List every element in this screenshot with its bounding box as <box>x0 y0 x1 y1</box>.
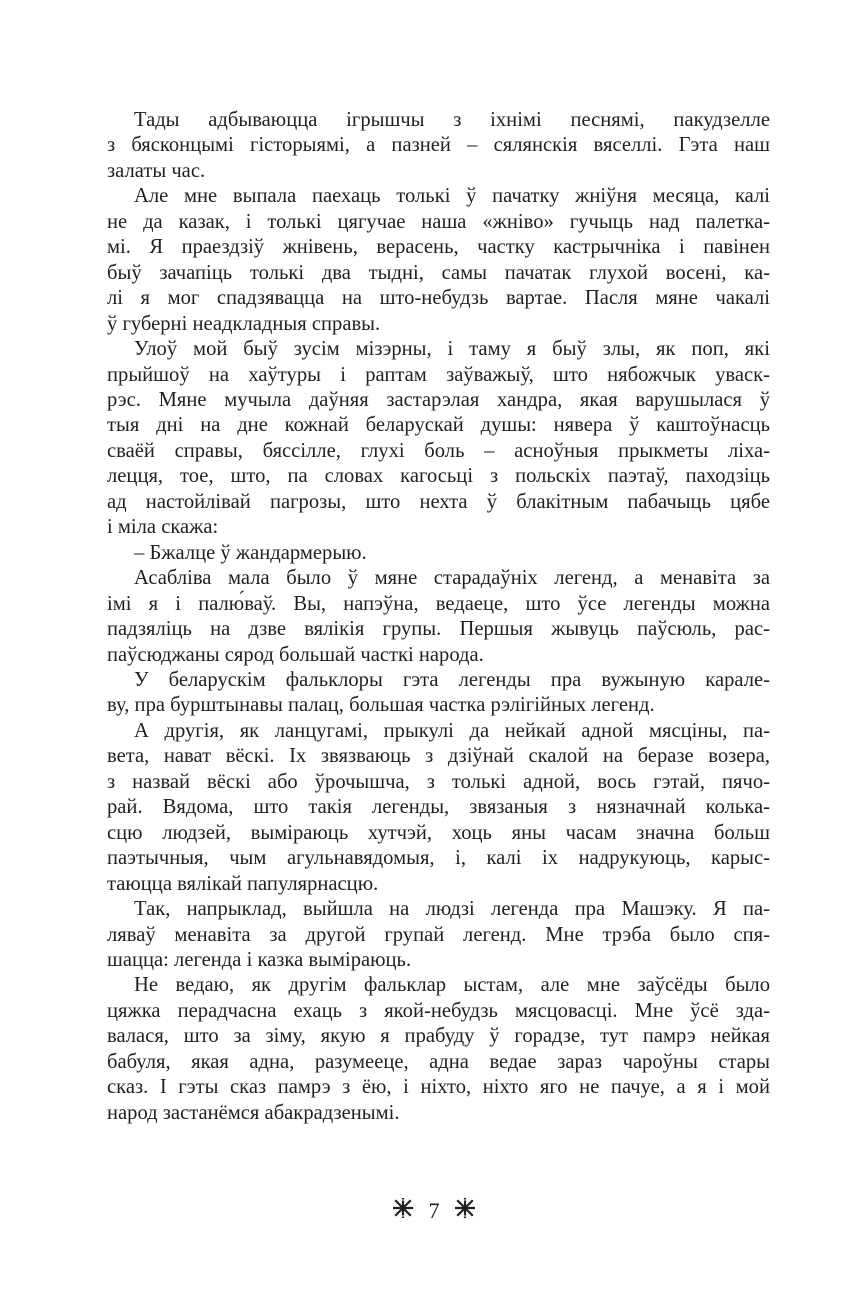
text-line: мі. Я праездзіў жнівень, верасень, частку кастрычніка і павінен <box>107 236 770 259</box>
text-line: паэтычныя, чым агульнавядомыя, і, калі іх надрукуюць, карыс- <box>107 847 770 870</box>
text-line: бабуля, якая адна, разумееце, адна ведае зараз чароўны стары <box>107 1050 770 1073</box>
page-footer <box>0 1196 868 1224</box>
text-line: народ застанёмся абакрадзенымі. <box>107 1101 400 1124</box>
paragraph <box>107 719 770 897</box>
text-line: цяжка перадчасна ехаць з якой-небудзь мясцовасці. Мне ўсё зда- <box>107 999 770 1022</box>
text-line: лі я мог спадзявацца на што-небудзь вартае. Пасля мяне чакалі <box>107 287 770 310</box>
paragraph <box>107 897 770 973</box>
paragraph <box>107 184 770 337</box>
text-line: быў зачапіць толькі два тыдні, самы пачатак глухой восені, ка- <box>107 261 770 284</box>
text-line: Так, напрыклад, выйшла на людзі легенда пра Машэку. Я па- <box>134 898 770 921</box>
text-line: імі я і палю́ваў. Вы, напэўна, ведаеце, што ўсе легенды можна <box>107 592 770 615</box>
text-line: ляваў менавіта за другой групай легенд. Мне трэба было спя- <box>107 923 770 946</box>
paragraph <box>107 541 770 566</box>
text-line: У беларускім фальклоры гэта легенды пра вужыную карале- <box>134 668 770 691</box>
text-line: прыйшоў на хаўтуры і раптам заўважыў, што нябожчык уваск- <box>107 363 770 386</box>
text-line: рай. Вядома, што такія легенды, звязаныя з нязначнай колька- <box>107 796 770 819</box>
page-number: 7 <box>428 1197 440 1223</box>
text-line: тыя дні на дне кожнай беларускай душы: нявера ў каштоўнасць <box>107 414 770 437</box>
text-line: таюцца вялікай папулярнасцю. <box>107 872 379 895</box>
paragraph <box>107 973 770 1126</box>
text-line: Асабліва мала было ў мяне старадаўніх легенд, а менавіта за <box>134 567 770 590</box>
ornament-icon <box>455 1198 475 1224</box>
page-body <box>107 108 770 1126</box>
text-line: лецця, тое, што, па словах кагосьці з польскіх паэтаў, паходзіць <box>107 465 770 488</box>
text-line: Улоў мой быў зусім мізэрны, і таму я быў злы, як поп, які <box>134 338 770 361</box>
text-line: падзяліць на дзве вялікія групы. Першыя жывуць паўсюль, рас- <box>107 618 770 641</box>
text-line: і міла скажа: <box>107 516 219 539</box>
paragraph <box>107 337 770 541</box>
paragraph <box>107 566 770 668</box>
text-line: паўсюджаны сярод большай часткі народа. <box>107 643 484 666</box>
text-line: валася, што за зіму, якую я прабуду ў горадзе, тут памрэ нейкая <box>107 1025 770 1048</box>
text-line: сваёй справы, бяссілле, глухі боль – асноўныя прыкметы ліха- <box>107 439 770 462</box>
text-line: з назвай вёскі або ўрочышча, з толькі адной, вось гэтай, пячо- <box>107 770 770 793</box>
text-line: шацца: легенда і казка выміраюць. <box>107 948 412 971</box>
text-line: сцю людзей, выміраюць хутчэй, хоць яны часам значна больш <box>107 821 770 844</box>
text-line: не да казак, і толькі цягучае наша «жніво» гучыць над палетка- <box>107 210 770 233</box>
text-line: ад настойлівай пагрозы, што нехта ў блакітным пабачыць цябе <box>107 490 770 513</box>
text-line: рэс. Мяне мучыла даўняя застарэлая хандра, якая варушылася ў <box>107 388 770 411</box>
text-line: залаты час. <box>107 159 206 182</box>
text-line: сказ. І гэты сказ памрэ з ёю, і ніхто, ніхто яго не пачуе, а я і мой <box>107 1076 770 1099</box>
text-line: з бясконцымі гісторыямі, а пазней – сялянскія вяселлі. Гэта наш <box>107 134 770 157</box>
text-line: А другія, як ланцугамі, прыкулі да нейкай адной мясціны, па- <box>134 719 770 742</box>
text-line: вета, нават вёскі. Іх звязваюць з дзіўнай скалой на беразе возера, <box>107 745 770 768</box>
text-line: ву, пра бурштынавы палац, большая частка рэлігійных легенд. <box>107 694 655 717</box>
paragraph <box>107 668 770 719</box>
ornament-icon <box>393 1198 413 1224</box>
text-line: Але мне выпала паехаць толькі ў пачатку жніўня месяца, калі <box>134 185 770 208</box>
text-line: – Бжалце ў жандармерыю. <box>134 541 367 564</box>
text-line: Не ведаю, як другім фальклар ыстам, але мне заўсёды было <box>134 974 770 997</box>
text-line: ў губерні неадкладныя справы. <box>107 312 381 335</box>
text-line: Тады адбываюцца ігрышчы з іхнімі песнямі, пакудзелле <box>134 109 770 131</box>
paragraph <box>107 108 770 184</box>
